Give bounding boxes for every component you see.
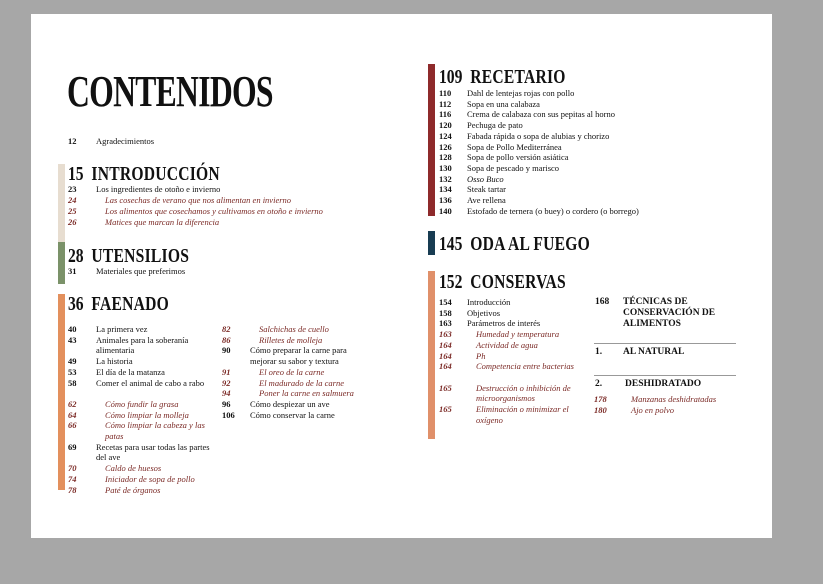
toc-entry bbox=[68, 399, 220, 410]
toc-entry bbox=[439, 404, 589, 425]
page-number: 74 bbox=[68, 473, 77, 484]
entry-text: Caldo de huesos bbox=[105, 463, 162, 474]
section-heading-faenado bbox=[68, 293, 169, 316]
toc-entry bbox=[68, 463, 220, 474]
page-number: 40 bbox=[68, 324, 77, 334]
page-number: 106 bbox=[222, 409, 235, 420]
page-number: 126 bbox=[439, 141, 452, 152]
section-title: TÉCNICAS DE CONSERVACIÓN DE ALIMENTOS bbox=[623, 297, 716, 329]
entry-text: Cómo preparar la carne para mejorar su sabor y textura bbox=[250, 345, 347, 367]
page-number: 58 bbox=[68, 377, 77, 388]
toc-entry bbox=[439, 351, 589, 362]
divider bbox=[594, 343, 736, 344]
entry-text: Animales para la soberanía alimentaria bbox=[96, 334, 189, 356]
toc-entry bbox=[222, 324, 372, 335]
section-title: FAENADO bbox=[91, 293, 170, 315]
page-number: 26 bbox=[68, 217, 77, 227]
section-heading-utensilios bbox=[68, 245, 189, 268]
entry-text: El madurado de la carne bbox=[259, 377, 344, 388]
entry-text: Paté de órganos bbox=[105, 484, 161, 495]
page-number: 168 bbox=[595, 297, 610, 307]
page-number: 70 bbox=[68, 463, 77, 474]
entry-text: Sopa en una calabaza bbox=[467, 98, 540, 109]
entry-text: Destrucción o inhibición de microorganismos bbox=[476, 382, 571, 404]
section-title: AL NATURAL bbox=[623, 347, 685, 357]
entry-text: Matices que marcan la diferencia bbox=[105, 217, 220, 227]
entry-text: Actividad de agua bbox=[476, 339, 538, 350]
toc-entry bbox=[439, 131, 739, 142]
entry-text: Cómo conservar la carne bbox=[250, 409, 335, 420]
toc-entry bbox=[594, 394, 744, 405]
entry-text: Comer el animal de cabo a rabo bbox=[96, 377, 205, 388]
page-number: 134 bbox=[439, 184, 452, 195]
page-number: 128 bbox=[439, 152, 452, 163]
entry-text: Pechuga de pato bbox=[467, 120, 523, 131]
page-number: 96 bbox=[222, 398, 231, 409]
entry-text: Ajo en polvo bbox=[631, 404, 674, 415]
page-title: CONTENIDOS bbox=[67, 67, 273, 116]
toc-entry bbox=[439, 163, 739, 174]
toc-entry bbox=[222, 410, 372, 421]
section-color-bar-oda bbox=[428, 231, 435, 255]
page-number: 86 bbox=[222, 334, 231, 345]
page-number: 64 bbox=[68, 409, 77, 420]
page-number: 94 bbox=[222, 388, 231, 399]
left-page bbox=[31, 14, 404, 538]
toc-entry bbox=[439, 184, 739, 195]
entry-text: Competencia entre bacterias bbox=[476, 361, 574, 372]
section-number: 36 bbox=[68, 293, 84, 315]
page-number: 120 bbox=[439, 120, 452, 131]
toc-entry bbox=[439, 297, 589, 308]
page-number: 90 bbox=[222, 345, 231, 356]
section-color-bar-conservas bbox=[428, 271, 435, 439]
section-title: ODA AL FUEGO bbox=[470, 233, 591, 255]
page-number: 163 bbox=[439, 329, 452, 340]
entry-text: Cómo fundir la grasa bbox=[105, 398, 179, 409]
toc-entry bbox=[222, 367, 372, 378]
entry-text: Salchichas de cuello bbox=[259, 324, 329, 334]
toc-entry bbox=[439, 383, 589, 404]
section-heading-recetario bbox=[439, 66, 566, 89]
section-number: 145 bbox=[439, 233, 463, 255]
section-title: INTRODUCCIÓN bbox=[91, 163, 220, 185]
entry-text: Introducción bbox=[467, 297, 511, 307]
toc-entry bbox=[439, 206, 739, 217]
entry-text: Manzanas deshidratadas bbox=[631, 394, 717, 404]
page-number: 91 bbox=[222, 366, 231, 377]
toc-entry bbox=[68, 410, 220, 421]
page-number: 92 bbox=[222, 377, 231, 388]
toc-entry bbox=[222, 388, 372, 399]
right-page bbox=[403, 14, 772, 538]
toc-entry bbox=[222, 335, 372, 346]
entry-text: Cómo limpiar la molleja bbox=[105, 409, 189, 420]
toc-entry bbox=[68, 378, 220, 399]
entry-text: Cómo despiezar un ave bbox=[250, 398, 330, 409]
page-number: 164 bbox=[439, 361, 452, 372]
page-number: 43 bbox=[68, 334, 77, 345]
page-number: 136 bbox=[439, 195, 452, 205]
page-number: 112 bbox=[439, 98, 452, 109]
entry-text: Sopa de pollo versión asiática bbox=[467, 152, 569, 163]
toc-entry bbox=[439, 88, 739, 99]
entry-text: Sopa de Pollo Mediterránea bbox=[467, 141, 562, 152]
toc-entry bbox=[68, 420, 220, 441]
section-title: UTENSILIOS bbox=[91, 245, 190, 267]
section-heading-introduccion bbox=[68, 163, 220, 186]
entry-text: Dahl de lentejas rojas con pollo bbox=[467, 88, 575, 98]
section-heading-conservas bbox=[439, 271, 566, 294]
toc-entry bbox=[222, 345, 372, 366]
toc-entry bbox=[222, 399, 372, 410]
entry-text: La primera vez bbox=[96, 324, 148, 334]
page-number: 140 bbox=[439, 205, 452, 216]
entry-text: Estofado de ternera (o buey) o cordero (o borrego) bbox=[467, 205, 639, 216]
page-number: 12 bbox=[68, 136, 77, 146]
entry-text: Ph bbox=[476, 350, 486, 361]
toc-entry bbox=[439, 329, 589, 340]
page-number: 53 bbox=[68, 366, 77, 377]
entry-text: Osso Buco bbox=[467, 173, 504, 184]
page-number: 49 bbox=[68, 356, 77, 367]
entry-text: Parámetros de interés bbox=[467, 318, 541, 329]
entry-text: Rilletes de molleja bbox=[259, 334, 323, 345]
page-number: 66 bbox=[68, 420, 77, 431]
toc-entry bbox=[68, 335, 220, 356]
section-color-bar-introduccion bbox=[58, 164, 65, 250]
entry-text: Ave rellena bbox=[467, 195, 506, 205]
toc-entry bbox=[439, 361, 589, 382]
section-number: 15 bbox=[68, 163, 84, 185]
section-title: CONSERVAS bbox=[470, 271, 566, 293]
page-number: 62 bbox=[68, 398, 77, 409]
page-number: 82 bbox=[222, 324, 231, 334]
entry-text: Las cosechas de verano que nos alimentan en invierno bbox=[105, 195, 292, 205]
divider bbox=[594, 375, 736, 376]
entry-text: Cómo limpiar la cabeza y las patas bbox=[105, 420, 205, 441]
section-color-bar-faenado bbox=[58, 294, 65, 490]
entry-text: Iniciador de sopa de pollo bbox=[105, 473, 195, 484]
entry-text: Fabada rápida o sopa de alubias y chorizo bbox=[467, 130, 610, 141]
page-number: 164 bbox=[439, 339, 452, 350]
page-number: 130 bbox=[439, 162, 452, 173]
toc-entry bbox=[439, 308, 589, 319]
entry-text: Steak tartar bbox=[467, 184, 506, 195]
toc-entry bbox=[68, 367, 220, 378]
section-number: 1. bbox=[595, 347, 603, 357]
toc-entry bbox=[439, 318, 589, 329]
entry-text: La historia bbox=[96, 356, 133, 367]
page-number: 158 bbox=[439, 307, 452, 318]
toc-entry bbox=[439, 152, 739, 163]
page-number: 78 bbox=[68, 484, 77, 495]
entry-text: Agradecimientos bbox=[96, 136, 155, 146]
entry-text: El día de la matanza bbox=[96, 366, 165, 377]
toc-entry bbox=[222, 378, 372, 389]
section-title: RECETARIO bbox=[470, 66, 566, 88]
page-number: 116 bbox=[439, 109, 452, 120]
page-number: 154 bbox=[439, 297, 452, 307]
toc-entry bbox=[68, 474, 220, 485]
entry-text: Recetas para usar todas las partes del ave bbox=[96, 441, 210, 463]
toc-entry bbox=[68, 442, 220, 463]
toc-entry bbox=[439, 142, 739, 153]
section-number: 2. bbox=[595, 379, 603, 389]
entry-text: Humedad y temperatura bbox=[476, 329, 560, 340]
entry-text: El oreo de la carne bbox=[259, 366, 325, 377]
entry-text: Sopa de pescado y marisco bbox=[467, 162, 560, 173]
page-number: 124 bbox=[439, 130, 452, 141]
toc-entry bbox=[439, 174, 739, 185]
entry-text: Crema de calabaza con sus pepitas al horno bbox=[467, 109, 615, 120]
entry-text: Eliminación o minimizar el oxígeno bbox=[476, 404, 569, 425]
page-number: 165 bbox=[439, 382, 452, 393]
toc-entry bbox=[68, 356, 220, 367]
page-number: 23 bbox=[68, 184, 77, 194]
page-number: 24 bbox=[68, 195, 77, 205]
section-color-bar-utensilios bbox=[58, 242, 65, 284]
entry-text: Objetivos bbox=[467, 307, 501, 318]
entry-text: Poner la carne en salmuera bbox=[259, 388, 354, 399]
toc-entry bbox=[68, 324, 220, 335]
toc-entry bbox=[439, 109, 739, 120]
page-number: 165 bbox=[439, 404, 452, 414]
page-number: 180 bbox=[594, 404, 607, 415]
entry-text: Los ingredientes de otoño e invierno bbox=[96, 184, 221, 194]
page-number: 31 bbox=[68, 266, 77, 276]
toc-entry bbox=[439, 340, 589, 351]
toc-entry bbox=[594, 405, 744, 416]
section-number: 152 bbox=[439, 271, 463, 293]
page-number: 69 bbox=[68, 441, 77, 452]
entry-text: Los alimentos que cosechamos y cultivamos en otoño e invierno bbox=[105, 206, 323, 216]
section-number: 28 bbox=[68, 245, 84, 267]
page-number: 164 bbox=[439, 350, 452, 361]
page-number: 25 bbox=[68, 206, 77, 216]
section-color-bar-recetario bbox=[428, 64, 435, 216]
section-title: DESHIDRATADO bbox=[625, 379, 702, 389]
section-number: 109 bbox=[439, 66, 463, 88]
page-number: 132 bbox=[439, 173, 452, 184]
entry-text: Materiales que preferimos bbox=[96, 266, 186, 276]
page-number: 110 bbox=[439, 88, 452, 98]
page-number: 178 bbox=[594, 394, 607, 404]
page-number: 163 bbox=[439, 318, 452, 329]
toc-entry bbox=[439, 99, 739, 110]
toc-entry bbox=[439, 195, 739, 206]
section-heading-oda bbox=[439, 233, 590, 256]
toc-entry bbox=[68, 485, 220, 496]
toc-entry bbox=[439, 120, 739, 131]
